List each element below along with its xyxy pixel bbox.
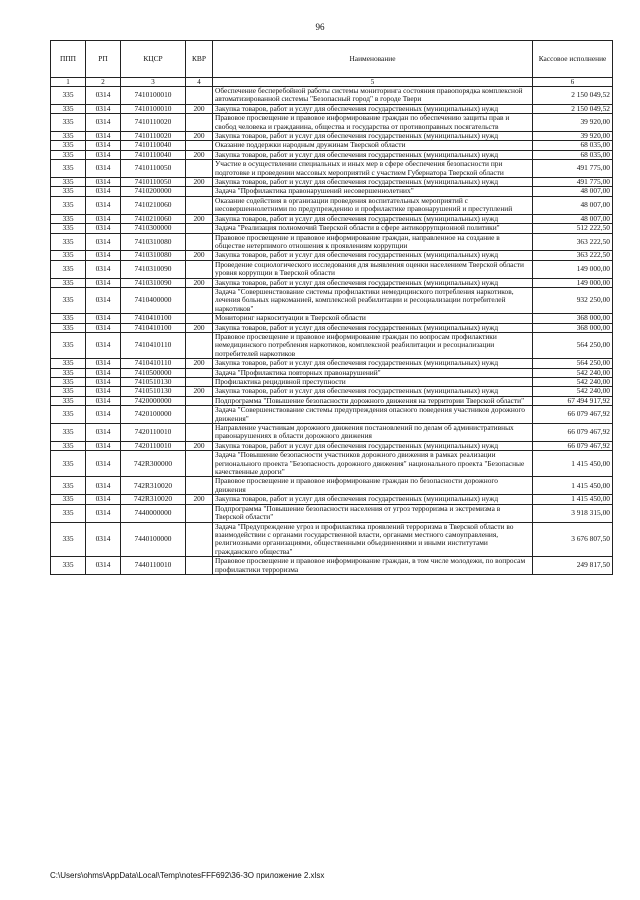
cell-kvr (186, 451, 213, 477)
table-row (51, 114, 613, 132)
cell-kcsr: 7410110020 (121, 132, 186, 141)
cell-kcsr: 7410500000 (121, 368, 186, 377)
cell-rp: 0314 (86, 224, 121, 233)
column-number: 5 (213, 78, 533, 87)
table-row (51, 150, 613, 159)
cell-name: Закупка товаров, работ и услуг для обеспечения государственных (муниципальных) нужд (213, 441, 533, 450)
cell-name: Задача "Предупреждение угроз и профилактика проявлений терроризма в Тверской области во взаимодействии с органами государственной власти, органами местного самоуправления, религиозными организациями, общественными объединениями и иными институтами гражданского общества" (213, 522, 533, 557)
table-row (51, 224, 613, 233)
cell-rp: 0314 (86, 522, 121, 557)
cell-ppp: 335 (51, 260, 86, 278)
budget-table (50, 40, 613, 575)
cell-ppp: 335 (51, 278, 86, 287)
cell-kvr (186, 522, 213, 557)
file-path-footer: C:\Users\ohms\AppData\Local\Temp\notesFFF692\36-ЗО приложение 2.xlsx (50, 871, 325, 880)
cell-rp: 0314 (86, 160, 121, 178)
cell-rp: 0314 (86, 387, 121, 396)
cell-kcsr: 7410110040 (121, 150, 186, 159)
cell-rp: 0314 (86, 150, 121, 159)
cell-rp: 0314 (86, 104, 121, 113)
cell-rp: 0314 (86, 359, 121, 368)
cell-kvr: 200 (186, 387, 213, 396)
cell-amount: 1 415 450,00 (533, 495, 613, 504)
cell-kvr (186, 368, 213, 377)
cell-amount: 68 035,00 (533, 141, 613, 150)
table-row (51, 495, 613, 504)
table-row (51, 251, 613, 260)
cell-amount: 564 250,00 (533, 359, 613, 368)
cell-kcsr: 7410510130 (121, 387, 186, 396)
table-row (51, 214, 613, 223)
column-number-row (51, 78, 613, 87)
cell-rp: 0314 (86, 251, 121, 260)
cell-amount: 542 240,00 (533, 378, 613, 387)
cell-kvr: 200 (186, 251, 213, 260)
cell-amount: 542 240,00 (533, 387, 613, 396)
cell-rp: 0314 (86, 477, 121, 495)
cell-rp: 0314 (86, 557, 121, 575)
cell-name: Проведение социологического исследования для выявления оценки населением Тверской области уровня коррупции в Тверской области (213, 260, 533, 278)
cell-kcsr: 7410300000 (121, 224, 186, 233)
cell-name: Закупка товаров, работ и услуг для обеспечения государственных (муниципальных) нужд (213, 387, 533, 396)
cell-kvr: 200 (186, 132, 213, 141)
cell-ppp: 335 (51, 396, 86, 405)
table-row (51, 260, 613, 278)
cell-amount: 932 250,00 (533, 287, 613, 313)
cell-kcsr: 7410210060 (121, 196, 186, 214)
table-row (51, 441, 613, 450)
cell-amount: 2 150 049,52 (533, 87, 613, 105)
cell-kvr (186, 557, 213, 575)
cell-rp: 0314 (86, 87, 121, 105)
cell-kcsr: 7440100000 (121, 522, 186, 557)
cell-kcsr: 7410510130 (121, 378, 186, 387)
cell-kvr: 200 (186, 150, 213, 159)
cell-name: Задача "Реализация полномочий Тверской области в сфере антикоррупционной политики" (213, 224, 533, 233)
cell-ppp: 335 (51, 406, 86, 424)
cell-name: Подпрограмма "Повышение безопасности дорожного движения на территории Тверской области" (213, 396, 533, 405)
cell-kvr (186, 187, 213, 196)
cell-ppp: 335 (51, 104, 86, 113)
cell-kcsr: 7410410110 (121, 359, 186, 368)
cell-amount: 3 676 807,50 (533, 522, 613, 557)
cell-kcsr: 7410410100 (121, 314, 186, 323)
cell-kcsr: 7410410100 (121, 323, 186, 332)
cell-ppp: 335 (51, 368, 86, 377)
cell-ppp: 335 (51, 495, 86, 504)
cell-name: Задача "Профилактика правонарушений несовершеннолетних" (213, 187, 533, 196)
cell-name: Закупка товаров, работ и услуг для обеспечения государственных (муниципальных) нужд (213, 132, 533, 141)
cell-kvr (186, 87, 213, 105)
cell-kcsr: 7410310080 (121, 251, 186, 260)
cell-name: Правовое просвещение и правовое информирование граждан, направленное на создание в обществе нетерпимого отношения к проявлениям коррупции (213, 233, 533, 251)
cell-name: Направление участникам дорожного движения постановлений по делам об административных правонарушениях в области дорожного движения (213, 424, 533, 442)
cell-kvr (186, 477, 213, 495)
cell-kvr (186, 378, 213, 387)
cell-rp: 0314 (86, 287, 121, 313)
cell-kvr (186, 233, 213, 251)
table-row (51, 504, 613, 522)
cell-kcsr: 7410110040 (121, 141, 186, 150)
cell-name: Правовое просвещение и правовое информирование граждан по обеспечению защиты прав и свобод человека и гражданина, общества и государства от противоправных посягательств (213, 114, 533, 132)
cell-kcsr: 7440110010 (121, 557, 186, 575)
cell-name: Закупка товаров, работ и услуг для обеспечения государственных (муниципальных) нужд (213, 359, 533, 368)
cell-kcsr: 7410110050 (121, 178, 186, 187)
cell-name: Задача "Повышение безопасности участников дорожного движения в рамках реализации регионального проекта "Безопасность дорожного движения" национального проекта "Безопасные качественные дороги" (213, 451, 533, 477)
cell-amount: 48 007,00 (533, 187, 613, 196)
cell-name: Оказание содействия в организации проведения воспитательных мероприятий с несовершеннолетними по предупреждению и профилактике правонарушений и преступлений (213, 196, 533, 214)
cell-rp: 0314 (86, 114, 121, 132)
cell-rp: 0314 (86, 424, 121, 442)
cell-amount: 39 920,00 (533, 114, 613, 132)
cell-name: Задача "Профилактика повторных правонарушений" (213, 368, 533, 377)
cell-kvr: 200 (186, 104, 213, 113)
cell-amount: 68 035,00 (533, 150, 613, 159)
cell-kcsr: 7420000000 (121, 396, 186, 405)
cell-name: Мониторинг наркоситуации в Тверской области (213, 314, 533, 323)
cell-kcsr: 7410100010 (121, 104, 186, 113)
cell-kcsr: 7410310080 (121, 233, 186, 251)
cell-rp: 0314 (86, 406, 121, 424)
cell-kvr: 200 (186, 278, 213, 287)
cell-amount: 564 250,00 (533, 332, 613, 358)
cell-amount: 1 415 450,00 (533, 477, 613, 495)
cell-kvr (186, 114, 213, 132)
cell-name: Задача "Совершенствование системы предупреждения опасного поведения участников дорожного движения" (213, 406, 533, 424)
cell-kcsr: 7410200000 (121, 187, 186, 196)
cell-rp: 0314 (86, 368, 121, 377)
table-row (51, 287, 613, 313)
column-number: 6 (533, 78, 613, 87)
cell-ppp: 335 (51, 378, 86, 387)
cell-ppp: 335 (51, 196, 86, 214)
table-row (51, 233, 613, 251)
cell-amount: 48 007,00 (533, 196, 613, 214)
col-header-ppp: ППП (51, 41, 86, 78)
table-row (51, 196, 613, 214)
cell-kcsr: 7410210060 (121, 214, 186, 223)
column-number: 4 (186, 78, 213, 87)
cell-ppp: 335 (51, 522, 86, 557)
table-row (51, 378, 613, 387)
cell-kvr: 200 (186, 495, 213, 504)
table-row (51, 451, 613, 477)
cell-ppp: 335 (51, 224, 86, 233)
cell-kvr (186, 260, 213, 278)
cell-ppp: 335 (51, 87, 86, 105)
cell-amount: 363 222,50 (533, 251, 613, 260)
cell-kcsr: 7410110020 (121, 114, 186, 132)
cell-amount: 66 079 467,92 (533, 424, 613, 442)
cell-rp: 0314 (86, 187, 121, 196)
cell-rp: 0314 (86, 378, 121, 387)
cell-kvr (186, 332, 213, 358)
cell-ppp: 335 (51, 314, 86, 323)
col-header-amount: Кассовое исполнение (533, 41, 613, 78)
cell-kvr (186, 224, 213, 233)
cell-ppp: 335 (51, 187, 86, 196)
cell-rp: 0314 (86, 132, 121, 141)
cell-name: Профилактика рецидивной преступности (213, 378, 533, 387)
cell-ppp: 335 (51, 441, 86, 450)
cell-ppp: 335 (51, 150, 86, 159)
cell-amount: 249 817,50 (533, 557, 613, 575)
col-header-kvr: КВР (186, 41, 213, 78)
cell-name: Закупка товаров, работ и услуг для обеспечения государственных (муниципальных) нужд (213, 495, 533, 504)
table-row (51, 359, 613, 368)
cell-kvr (186, 396, 213, 405)
cell-ppp: 335 (51, 477, 86, 495)
cell-kvr (186, 196, 213, 214)
column-number: 2 (86, 78, 121, 87)
cell-name: Закупка товаров, работ и услуг для обеспечения государственных (муниципальных) нужд (213, 278, 533, 287)
cell-ppp: 335 (51, 424, 86, 442)
table-body (51, 87, 613, 575)
cell-kcsr: 7440000000 (121, 504, 186, 522)
table-row (51, 424, 613, 442)
cell-amount: 67 494 917,92 (533, 396, 613, 405)
cell-kcsr: 7410310090 (121, 260, 186, 278)
cell-name: Участие в осуществлении специальных и иных мер в сфере обеспечения безопасности при подготовке и проведении массовых мероприятий с участием Губернатора Тверской области (213, 160, 533, 178)
cell-amount: 491 775,00 (533, 160, 613, 178)
cell-name: Закупка товаров, работ и услуг для обеспечения государственных (муниципальных) нужд (213, 104, 533, 113)
cell-kvr: 200 (186, 359, 213, 368)
cell-ppp: 335 (51, 387, 86, 396)
cell-kvr (186, 424, 213, 442)
table-row (51, 557, 613, 575)
cell-ppp: 335 (51, 141, 86, 150)
cell-ppp: 335 (51, 287, 86, 313)
table-row (51, 368, 613, 377)
cell-name: Задача "Совершенствование системы профилактики немедицинского потребления наркотиков, лечения больных наркоманией, комплексной реабилитации и ресоциализации потребителей наркотиков" (213, 287, 533, 313)
table-row (51, 477, 613, 495)
table-row (51, 141, 613, 150)
cell-ppp: 335 (51, 332, 86, 358)
table-row (51, 104, 613, 113)
cell-name: Закупка товаров, работ и услуг для обеспечения государственных (муниципальных) нужд (213, 323, 533, 332)
cell-ppp: 335 (51, 359, 86, 368)
cell-name: Правовое просвещение и правовое информирование граждан по безопасности дорожного движения (213, 477, 533, 495)
cell-ppp: 335 (51, 214, 86, 223)
cell-kvr (186, 406, 213, 424)
cell-ppp: 335 (51, 132, 86, 141)
cell-ppp: 335 (51, 160, 86, 178)
cell-kcsr: 7420100000 (121, 406, 186, 424)
cell-rp: 0314 (86, 278, 121, 287)
table-row (51, 160, 613, 178)
cell-name: Закупка товаров, работ и услуг для обеспечения государственных (муниципальных) нужд (213, 214, 533, 223)
cell-amount: 66 079 467,92 (533, 406, 613, 424)
cell-amount: 512 222,50 (533, 224, 613, 233)
cell-kcsr: 742R310020 (121, 495, 186, 504)
cell-rp: 0314 (86, 260, 121, 278)
cell-amount: 368 000,00 (533, 323, 613, 332)
cell-name: Закупка товаров, работ и услуг для обеспечения государственных (муниципальных) нужд (213, 251, 533, 260)
cell-kvr: 200 (186, 441, 213, 450)
table-row (51, 406, 613, 424)
cell-rp: 0314 (86, 178, 121, 187)
cell-ppp: 335 (51, 504, 86, 522)
cell-kcsr: 742R300000 (121, 451, 186, 477)
cell-amount: 1 415 450,00 (533, 451, 613, 477)
cell-name: Правовое просвещение и правовое информирование граждан, в том числе молодежи, по вопросам профилактики терроризма (213, 557, 533, 575)
cell-ppp: 335 (51, 451, 86, 477)
table-row (51, 87, 613, 105)
cell-name: Правовое просвещение и правовое информирование граждан по вопросам профилактики немедицинского потребления наркотиков, комплексной реабилитации и ресоциализации потребителей наркотиков (213, 332, 533, 358)
cell-rp: 0314 (86, 451, 121, 477)
cell-rp: 0314 (86, 314, 121, 323)
cell-amount: 48 007,00 (533, 214, 613, 223)
cell-kvr: 200 (186, 214, 213, 223)
table-row (51, 278, 613, 287)
cell-amount: 66 079 467,92 (533, 441, 613, 450)
table-row (51, 332, 613, 358)
cell-amount: 149 000,00 (533, 260, 613, 278)
cell-amount: 363 222,50 (533, 233, 613, 251)
col-header-rp: РП (86, 41, 121, 78)
table-row (51, 323, 613, 332)
cell-kvr (186, 314, 213, 323)
cell-kcsr: 7410410110 (121, 332, 186, 358)
cell-ppp: 335 (51, 251, 86, 260)
cell-ppp: 335 (51, 233, 86, 251)
cell-amount: 149 000,00 (533, 278, 613, 287)
cell-name: Подпрограмма "Повышение безопасности населения от угроз терроризма и экстремизма в Тверской области" (213, 504, 533, 522)
cell-rp: 0314 (86, 214, 121, 223)
col-header-kcsr: КЦСР (121, 41, 186, 78)
cell-kvr: 200 (186, 178, 213, 187)
page-number: 96 (315, 22, 325, 32)
cell-amount: 368 000,00 (533, 314, 613, 323)
cell-amount: 2 150 049,52 (533, 104, 613, 113)
cell-kvr (186, 141, 213, 150)
cell-amount: 3 918 315,00 (533, 504, 613, 522)
cell-kcsr: 7410110050 (121, 160, 186, 178)
cell-kvr: 200 (186, 323, 213, 332)
cell-rp: 0314 (86, 332, 121, 358)
cell-kcsr: 7410400000 (121, 287, 186, 313)
table-row (51, 396, 613, 405)
table-row (51, 314, 613, 323)
cell-kcsr: 7410100010 (121, 87, 186, 105)
column-number: 3 (121, 78, 186, 87)
cell-rp: 0314 (86, 396, 121, 405)
cell-kcsr: 7420110010 (121, 441, 186, 450)
cell-kvr (186, 160, 213, 178)
cell-name: Обеспечение бесперебойной работы системы мониторинга состояния правопорядка комплексной автоматизированной системы "Безопасный город" в городе Твери (213, 87, 533, 105)
cell-kcsr: 742R310020 (121, 477, 186, 495)
cell-name: Оказание поддержки народным дружинам Тверской области (213, 141, 533, 150)
table-row (51, 387, 613, 396)
cell-rp: 0314 (86, 233, 121, 251)
cell-amount: 542 240,00 (533, 368, 613, 377)
cell-ppp: 335 (51, 323, 86, 332)
cell-rp: 0314 (86, 504, 121, 522)
table-row (51, 132, 613, 141)
cell-rp: 0314 (86, 323, 121, 332)
table-row (51, 522, 613, 557)
cell-ppp: 335 (51, 114, 86, 132)
cell-kvr (186, 504, 213, 522)
table-header-row (51, 41, 613, 78)
cell-ppp: 335 (51, 557, 86, 575)
col-header-name: Наименование (213, 41, 533, 78)
cell-amount: 39 920,00 (533, 132, 613, 141)
table-row (51, 178, 613, 187)
cell-kcsr: 7410310090 (121, 278, 186, 287)
cell-name: Закупка товаров, работ и услуг для обеспечения государственных (муниципальных) нужд (213, 178, 533, 187)
cell-amount: 491 775,00 (533, 178, 613, 187)
column-number: 1 (51, 78, 86, 87)
cell-name: Закупка товаров, работ и услуг для обеспечения государственных (муниципальных) нужд (213, 150, 533, 159)
cell-kcsr: 7420110010 (121, 424, 186, 442)
cell-ppp: 335 (51, 178, 86, 187)
cell-rp: 0314 (86, 196, 121, 214)
cell-rp: 0314 (86, 441, 121, 450)
cell-kvr (186, 287, 213, 313)
table-row (51, 187, 613, 196)
cell-rp: 0314 (86, 141, 121, 150)
cell-rp: 0314 (86, 495, 121, 504)
